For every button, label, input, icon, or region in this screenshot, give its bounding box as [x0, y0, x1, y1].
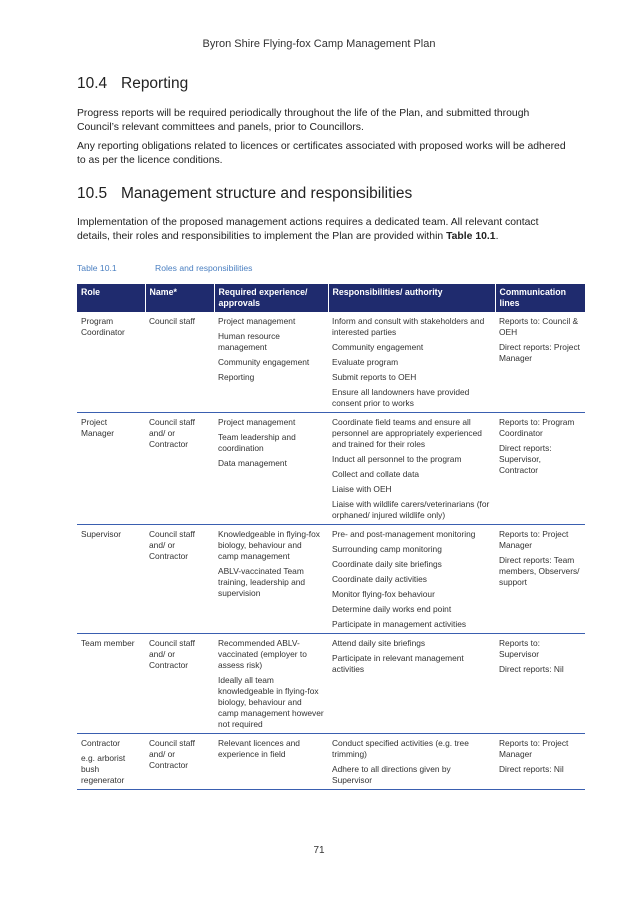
cell-item: Monitor flying-fox behaviour: [332, 589, 435, 599]
cell-item: Community engagement: [332, 342, 424, 352]
cell-experience: [214, 634, 328, 734]
cell-item: Coordinate daily activities: [332, 574, 427, 584]
reporting-paragraph-1: Progress reports will be required periodically throughout the life of the Plan, and submitted through Council’s relevant committees and panels, prior to Councillors.: [77, 108, 530, 133]
cell-item: Submit reports to OEH: [332, 372, 417, 382]
cell-name: [145, 734, 214, 790]
table-caption-number: Table 10.1: [77, 263, 117, 273]
section-title: Management structure and responsibilities: [121, 185, 413, 202]
cell-item: Coordinate field teams and ensure all personnel are appropriately experienced and trained for their roles: [332, 417, 482, 449]
section-heading-reporting: [77, 75, 188, 93]
cell-item: Program Coordinator: [81, 316, 125, 337]
cell-item: Participate in relevant management activities: [332, 653, 464, 674]
cell-experience: [214, 413, 328, 525]
cell-item: Reports to: Supervisor: [499, 638, 540, 659]
cell-item: Project management: [218, 417, 296, 427]
header-responsibilities: Responsibilities/ authority: [328, 284, 495, 312]
cell-item: e.g. arborist bush regenerator: [81, 753, 126, 785]
cell-responsibilities: [328, 312, 495, 413]
cell-name: [145, 525, 214, 634]
cell-responsibilities: [328, 634, 495, 734]
cell-item: Surrounding camp monitoring: [332, 544, 442, 554]
cell-item: Direct reports: Project Manager: [499, 342, 580, 363]
header-communication: Communication lines: [495, 284, 585, 312]
cell-item: Project management: [218, 316, 296, 326]
section-number: 10.4: [77, 75, 108, 92]
cell-item: Coordinate daily site briefings: [332, 559, 442, 569]
cell-item: Pre- and post-management monitoring: [332, 529, 476, 539]
cell-item: Community engagement: [218, 357, 310, 367]
cell-item: Direct reports: Nil: [499, 664, 564, 674]
cell-item: Direct reports: Team members, Observers/ support: [499, 555, 580, 587]
cell-role: [77, 413, 145, 525]
cell-item: Project Manager: [81, 417, 115, 438]
management-paragraph-text: Implementation of the proposed management actions requires a dedicated team. All relevant contact details, their roles and responsibilities to implement the Plan are provided within: [77, 217, 539, 242]
cell-role: [77, 525, 145, 634]
cell-item: Relevant licences and experience in field: [218, 738, 300, 759]
cell-experience: [214, 525, 328, 634]
header-role: Role: [77, 284, 145, 312]
roles-table: [77, 284, 585, 790]
section-title: Reporting: [121, 75, 189, 92]
table-row: [77, 413, 585, 525]
cell-item: Ensure all landowners have provided consent prior to works: [332, 387, 470, 408]
cell-item: Collect and collate data: [332, 469, 420, 479]
cell-communication: [495, 413, 585, 525]
cell-item: Council staff and/ or Contractor: [149, 529, 195, 561]
cell-item: Reports to: Program Coordinator: [499, 417, 575, 438]
cell-item: ABLV-vaccinated Team training, leadership and supervision: [218, 566, 306, 598]
cell-item: Ideally all team knowledgeable in flying-fox biology, behaviour and camp management however not required: [218, 675, 324, 729]
cell-item: Data management: [218, 458, 287, 468]
header-experience: Required experience/ approvals: [214, 284, 328, 312]
cell-responsibilities: [328, 734, 495, 790]
cell-communication: [495, 734, 585, 790]
paragraph-end: .: [495, 230, 499, 242]
table-caption-title: Roles and responsibilities: [155, 263, 253, 273]
cell-item: Evaluate program: [332, 357, 399, 367]
cell-item: Council staff: [149, 316, 195, 326]
management-paragraph: [77, 216, 567, 243]
cell-name: [145, 312, 214, 413]
cell-name: [145, 413, 214, 525]
cell-item: Liaise with wildlife carers/veterinarians (for orphaned/ injured wildlife only): [332, 499, 490, 520]
table-row: [77, 634, 585, 734]
cell-communication: [495, 525, 585, 634]
cell-item: Council staff and/ or Contractor: [149, 738, 195, 770]
cell-item: Conduct specified activities (e.g. tree trimming): [332, 738, 469, 759]
header-name: Name*: [145, 284, 214, 312]
cell-item: Induct all personnel to the program: [332, 454, 462, 464]
cell-item: Reports to: Project Manager: [499, 738, 569, 759]
cell-role: [77, 634, 145, 734]
cell-role: [77, 312, 145, 413]
table-row: [77, 312, 585, 413]
cell-item: Reporting: [218, 372, 255, 382]
running-header: Byron Shire Flying-fox Camp Management Plan: [202, 38, 436, 50]
cell-item: Knowledgeable in flying-fox biology, behaviour and camp management: [218, 529, 320, 561]
cell-communication: [495, 634, 585, 734]
cell-role: [77, 734, 145, 790]
table-reference: Table 10.1: [446, 230, 496, 242]
table-row: [77, 525, 585, 634]
cell-item: Direct reports: Supervisor, Contractor: [499, 443, 552, 475]
cell-item: Direct reports: Nil: [499, 764, 564, 774]
cell-item: Reports to: Project Manager: [499, 529, 569, 550]
cell-item: Recommended ABLV-vaccinated (employer to assess risk): [218, 638, 307, 670]
cell-item: Liaise with OEH: [332, 484, 392, 494]
cell-item: Team leadership and coordination: [218, 432, 296, 453]
cell-responsibilities: [328, 525, 495, 634]
cell-experience: [214, 312, 328, 413]
section-heading-management: [77, 185, 412, 203]
cell-item: Supervisor: [81, 529, 122, 539]
cell-item: Contractor: [81, 738, 121, 748]
cell-communication: [495, 312, 585, 413]
table-body: [77, 312, 585, 790]
section-number: 10.5: [77, 185, 108, 202]
cell-item: Reports to: Council & OEH: [499, 316, 579, 337]
cell-name: [145, 634, 214, 734]
page-number: 71: [313, 845, 325, 856]
table-header: [77, 284, 585, 312]
cell-responsibilities: [328, 413, 495, 525]
cell-item: Team member: [81, 638, 135, 648]
cell-item: Adhere to all directions given by Supervisor: [332, 764, 451, 785]
cell-item: Council staff and/ or Contractor: [149, 638, 195, 670]
table-caption: [77, 263, 252, 273]
table-row: [77, 734, 585, 790]
cell-experience: [214, 734, 328, 790]
cell-item: Determine daily works end point: [332, 604, 452, 614]
reporting-paragraph-2: Any reporting obligations related to licences or certificates associated with proposed works will be adhered to as per the licence conditions.: [77, 141, 566, 166]
cell-item: Human resource management: [218, 331, 280, 352]
cell-item: Participate in management activities: [332, 619, 467, 629]
cell-item: Council staff and/ or Contractor: [149, 417, 195, 449]
cell-item: Inform and consult with stakeholders and interested parties: [332, 316, 485, 337]
cell-item: Attend daily site briefings: [332, 638, 426, 648]
